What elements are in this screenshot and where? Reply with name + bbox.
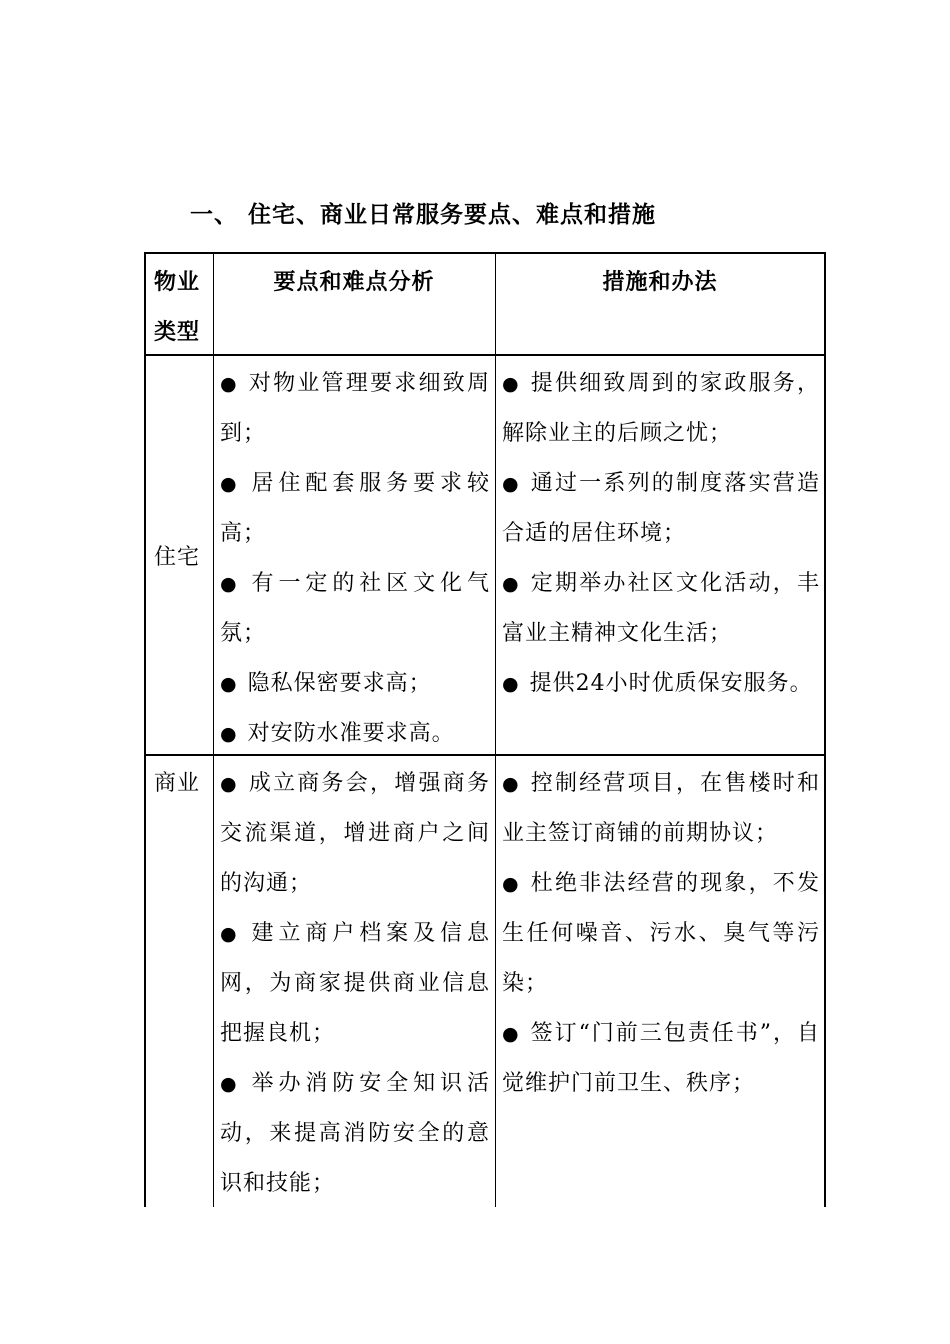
list-item: ● 提供24小时优质保安服务。: [502, 671, 813, 696]
header-analysis: 要点和难点分析: [273, 270, 435, 295]
list-item: ● 对安防水准要求高。: [220, 721, 455, 746]
section-heading: [190, 196, 656, 229]
commercial-measures-list: [502, 759, 820, 1109]
list-item: ● 居住配套服务要求较高；: [220, 471, 490, 546]
row-type-commercial: 商业: [154, 771, 201, 796]
list-item: ● 建立商户档案及信息网，为商家提供商业信息把握良机；: [220, 921, 490, 1046]
row-divider: [144, 354, 826, 356]
list-item: ● 对物业管理要求细致周到；: [220, 371, 490, 446]
bullet-icon: ●: [502, 373, 521, 395]
bullet-icon: ●: [220, 573, 242, 595]
list-item: ● 有一定的社区文化气氛；: [220, 571, 490, 646]
section-title: 住宅、商业日常服务要点、难点和措施: [248, 202, 656, 228]
section-number: 一、: [190, 202, 238, 228]
bullet-icon: ●: [220, 923, 242, 945]
header-measures: 措施和办法: [602, 270, 718, 295]
bullet-icon: ●: [502, 673, 520, 695]
column-divider: [213, 252, 214, 1207]
list-item: ● 通过一系列的制度落实营造合适的居住环境；: [502, 471, 820, 546]
list-item: ● 提供细致周到的家政服务，解除业主的后顾之忧；: [502, 371, 820, 446]
column-divider: [495, 252, 496, 1207]
bullet-icon: ●: [502, 773, 521, 795]
list-item: ● 举办消防安全知识活动，来提高消防安全的意识和技能；: [220, 1071, 490, 1196]
bullet-icon: ●: [220, 1073, 242, 1095]
bullet-icon: ●: [220, 773, 239, 795]
bullet-icon: ●: [502, 1023, 521, 1045]
bullet-icon: ●: [502, 573, 521, 595]
bullet-icon: ●: [220, 473, 242, 495]
header-type: 物业类型: [154, 270, 201, 345]
residential-analysis-list: [220, 359, 490, 759]
list-item: ● 签订“门前三包责任书”，自觉维护门前卫生、秩序；: [502, 1021, 820, 1096]
list-item: ● 成立商务会，增强商务交流渠道，增进商户之间的沟通；: [220, 771, 490, 896]
bullet-icon: ●: [220, 723, 238, 745]
residential-measures-list: [502, 359, 820, 709]
list-item: ● 杜绝非法经营的现象，不发生任何噪音、污水、臭气等污染；: [502, 871, 820, 996]
commercial-analysis-list: [220, 759, 490, 1209]
bullet-icon: ●: [502, 473, 521, 495]
list-item: ● 隐私保密要求高；: [220, 671, 432, 696]
bullet-icon: ●: [502, 873, 521, 895]
bullet-icon: ●: [220, 373, 239, 395]
list-item: ● 定期举办社区文化活动，丰富业主精神文化生活；: [502, 571, 820, 646]
list-item: ● 控制经营项目，在售楼时和业主签订商铺的前期协议；: [502, 771, 820, 846]
bullet-icon: ●: [220, 673, 238, 695]
row-type-residential: 住宅: [154, 545, 201, 570]
